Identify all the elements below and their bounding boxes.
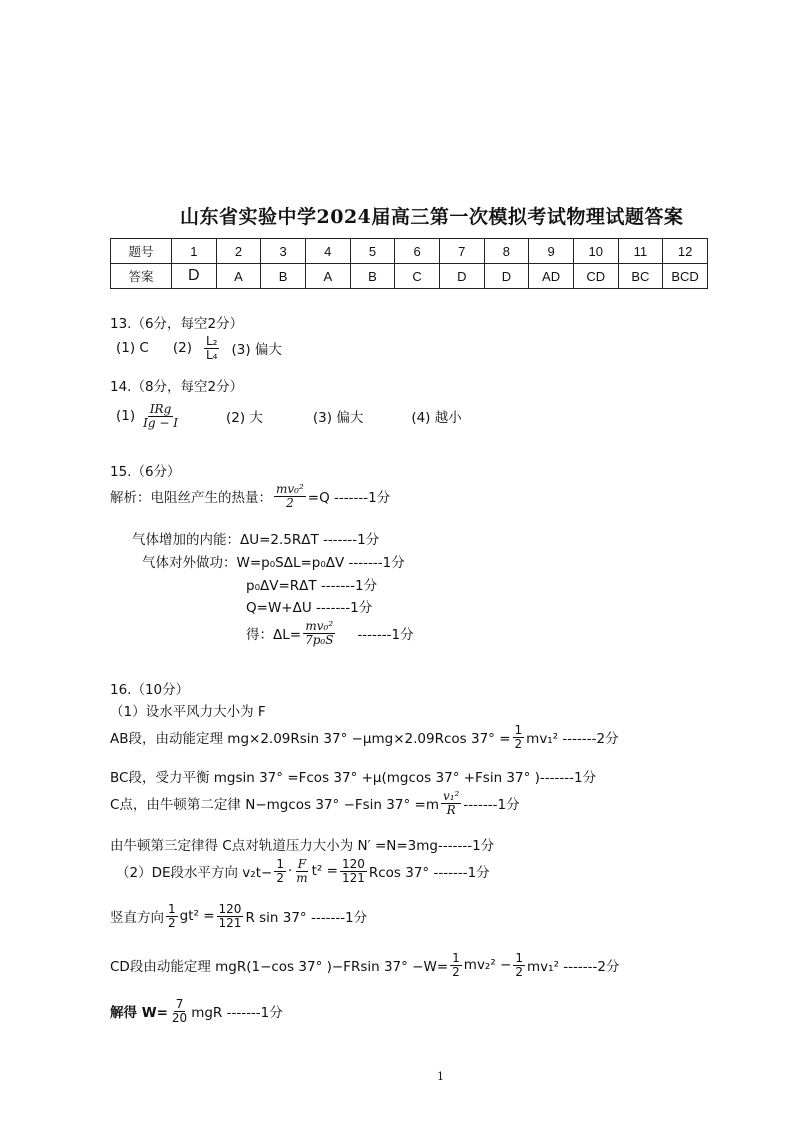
q16-line8 xyxy=(110,952,619,978)
q15-line5: Q=W+ΔU -------1分 xyxy=(246,600,373,616)
answer-table xyxy=(110,238,708,289)
q16-line2-fraction xyxy=(513,724,525,750)
page-title: 山东省实验中学2024届高三第一次模拟考试物理试题答案 xyxy=(180,206,684,228)
table-header-label: 题号 xyxy=(111,239,172,264)
fraction-denominator: 2 xyxy=(452,964,460,979)
fraction-numerator: 120 xyxy=(218,902,242,916)
q16-line6-fraction1 xyxy=(274,858,286,884)
fraction-numerator: mv₀² xyxy=(305,619,334,633)
q13-part2-fraction xyxy=(204,335,220,361)
fraction-numerator: IRg xyxy=(149,402,172,416)
q16-line2-score: mv₁² -------2分 xyxy=(526,731,619,748)
table-cell-answer: D xyxy=(439,264,484,289)
q16-line6-fraction2 xyxy=(294,858,309,884)
table-cell-answer: A xyxy=(216,264,261,289)
page-number: 1 xyxy=(437,1070,444,1083)
table-cell-number: 9 xyxy=(529,239,574,264)
fraction-denominator: 121 xyxy=(341,870,365,885)
q15-line3: 气体对外做功：W=p₀SΔL=p₀ΔV -------1分 xyxy=(142,555,405,571)
q16-line4-score: -------1分 xyxy=(463,797,520,814)
q16-line6-text: （2）DE段水平方向 v₂t− xyxy=(116,865,273,882)
q16-line9 xyxy=(110,998,283,1024)
q16-line3: BC段，受力平衡 mgsin 37° =Fcos 37° +μ(mgcos 37° +Fsin 37° )-------1分 xyxy=(110,770,597,786)
q13-header: 13.（6分，每空2分） xyxy=(110,316,244,332)
fraction-numerator: 1 xyxy=(514,723,523,737)
fraction-denominator: 2 xyxy=(286,495,294,510)
fraction-denominator: Ig − I xyxy=(143,415,178,430)
table-cell-answer: C xyxy=(395,264,440,289)
fraction-denominator: 121 xyxy=(218,915,242,930)
q14-part2: (2) 大 xyxy=(225,410,263,427)
table-cell-answer: BCD xyxy=(663,264,708,289)
q16-header: 16.（10分） xyxy=(110,682,190,698)
fraction-denominator: 7p₀S xyxy=(305,632,334,647)
q16-line8-fraction2 xyxy=(513,952,525,978)
q15-line6 xyxy=(246,620,414,646)
fraction-denominator: L₄ xyxy=(205,347,218,362)
q13-answers xyxy=(116,335,282,361)
table-cell-number: 5 xyxy=(350,239,395,264)
q13-part2-label: (2) xyxy=(172,340,192,357)
fraction-numerator: L₂ xyxy=(205,334,218,348)
fraction-denominator: m xyxy=(296,870,308,885)
q15-line4: p₀ΔV=RΔT -------1分 xyxy=(246,578,378,594)
table-cell-number: 12 xyxy=(663,239,708,264)
q15-header: 15.（6分） xyxy=(110,464,181,480)
fraction-numerator: 1 xyxy=(452,951,460,965)
fraction-denominator: 2 xyxy=(168,915,176,930)
table-cell-number: 11 xyxy=(618,239,663,264)
fraction-numerator: 7 xyxy=(175,997,184,1011)
fraction-numerator: v₁² xyxy=(442,789,460,803)
fraction-denominator: R xyxy=(446,802,456,817)
q16-line2-text: AB段，由动能定理 mg×2.09Rsin 37° −μmg×2.09Rcos 37° = xyxy=(110,731,511,748)
q16-line8-text: CD段由动能定理 mgR(1−cos 37° )−FRsin 37° −W= xyxy=(110,959,449,976)
fraction-numerator: 1 xyxy=(168,902,176,916)
q16-line7-score: R sin 37° -------1分 xyxy=(245,910,368,927)
q13-part1: (1) C xyxy=(116,340,149,357)
q15-line6-text: 得：ΔL= xyxy=(246,627,302,644)
q16-line7-fraction1 xyxy=(166,903,178,929)
fraction-numerator: 120 xyxy=(341,857,365,871)
q16-line6 xyxy=(116,858,490,884)
q14-part1-fraction xyxy=(141,403,180,429)
q16-line9-fraction xyxy=(170,998,189,1024)
q16-line7-fraction2 xyxy=(217,903,244,929)
q15-line6-fraction xyxy=(303,620,335,646)
q15-line6-score: -------1分 xyxy=(357,627,414,644)
table-cell-answer: D xyxy=(484,264,529,289)
table-cell-number: 6 xyxy=(395,239,440,264)
q16-line2 xyxy=(110,724,619,750)
q15-line2: 气体增加的内能：ΔU=2.5RΔT -------1分 xyxy=(132,532,380,548)
q16-line5: 由牛顿第三定律得 C点对轨道压力大小为 N′ =N=3mg-------1分 xyxy=(110,838,495,854)
table-cell-answer: D xyxy=(172,264,217,289)
fraction-numerator: 1 xyxy=(515,951,524,965)
table-cell-number: 4 xyxy=(305,239,350,264)
q16-line9-score: mgR -------1分 xyxy=(191,1005,283,1022)
q14-part4: (4) 越小 xyxy=(411,410,462,427)
q14-part3: (3) 偏大 xyxy=(312,410,364,427)
q16-line4-fraction xyxy=(441,790,461,816)
q14-answers xyxy=(116,403,462,429)
fraction-denominator: 2 xyxy=(515,964,524,979)
q16-line6-mid: t² = xyxy=(311,863,338,880)
table-cell-number: 10 xyxy=(573,239,618,264)
q16-line1: （1）设水平风力大小为 F xyxy=(110,704,266,720)
table-cell-number: 3 xyxy=(261,239,306,264)
fraction-denominator: 20 xyxy=(171,1010,188,1025)
table-cell-number: 7 xyxy=(439,239,484,264)
table-cell-number: 1 xyxy=(172,239,217,264)
fraction-numerator: F xyxy=(297,857,307,871)
fraction-numerator: mv₀² xyxy=(276,482,304,496)
table-row-answers xyxy=(111,264,708,289)
table-row-numbers xyxy=(111,239,708,264)
table-cell-answer: AD xyxy=(529,264,574,289)
table-answer-label: 答案 xyxy=(111,264,172,289)
q16-line7-mid: gt² = xyxy=(179,908,215,925)
table-cell-answer: CD xyxy=(573,264,618,289)
table-cell-answer: A xyxy=(305,264,350,289)
q16-line7-text: 竖直方向 xyxy=(110,910,164,927)
q16-line8-mid: mv₂² − xyxy=(463,957,512,974)
table-cell-answer: B xyxy=(350,264,395,289)
q15-line1-score: =Q -------1分 xyxy=(307,490,391,507)
table-cell-answer: BC xyxy=(618,264,663,289)
q14-header: 14.（8分，每空2分） xyxy=(110,379,244,395)
q16-line6-score: Rcos 37° -------1分 xyxy=(368,865,490,882)
table-cell-number: 8 xyxy=(484,239,529,264)
q14-part1-label: (1) xyxy=(116,408,136,425)
fraction-denominator: 2 xyxy=(276,870,284,885)
table-cell-answer: B xyxy=(261,264,306,289)
q15-line1 xyxy=(110,483,390,509)
fraction-numerator: 1 xyxy=(276,857,284,871)
q16-line4-text: C点，由牛顿第二定律 N−mgcos 37° −Fsin 37° =m xyxy=(110,797,439,814)
q16-line6-dot: · xyxy=(287,863,293,880)
q16-line8-fraction1 xyxy=(450,952,462,978)
q15-line1-fraction xyxy=(274,483,306,509)
q13-part3: (3) 偏大 xyxy=(231,342,282,359)
q16-line9-text: 解得 W= xyxy=(110,1005,168,1022)
table-cell-number: 2 xyxy=(216,239,261,264)
q16-line8-score: mv₁² -------2分 xyxy=(527,959,620,976)
q16-line4 xyxy=(110,790,520,816)
q15-line1-text: 解析：电阻丝产生的热量： xyxy=(110,490,272,507)
fraction-denominator: 2 xyxy=(514,736,523,751)
q16-line7 xyxy=(110,903,367,929)
q16-line6-fraction3 xyxy=(340,858,367,884)
